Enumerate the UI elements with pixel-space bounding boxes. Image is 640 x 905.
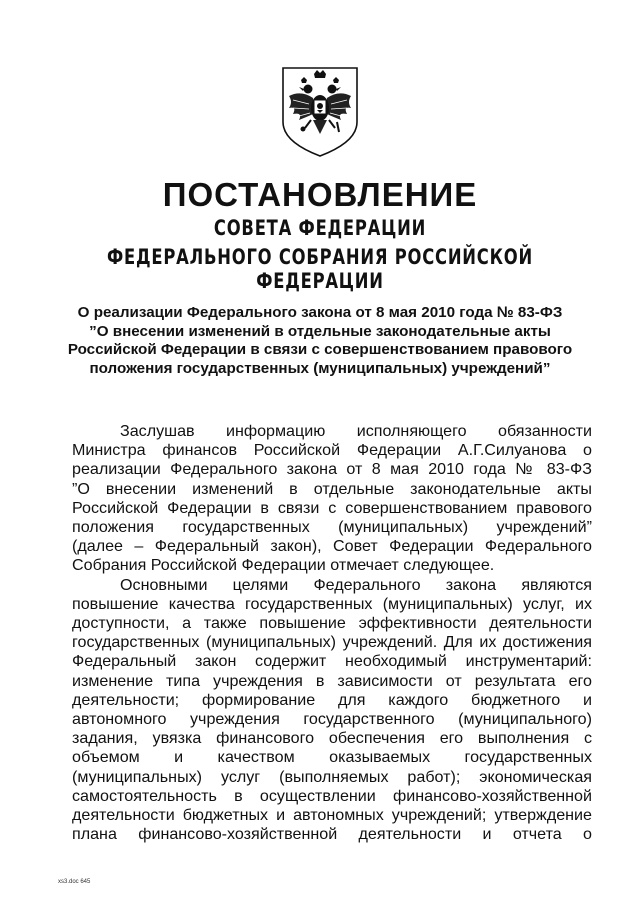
resolution-heading <box>50 304 590 378</box>
body-line: Российской Федерации в связи с совершенствованием правового <box>72 498 592 517</box>
body-line: Заслушав информацию исполняющего обязанности <box>120 422 592 440</box>
body-line: положения государственных (муниципальных) учреждений” <box>72 518 592 537</box>
resolution-body <box>72 422 592 844</box>
issuer-line-2: ФЕДЕРАЛЬНОГО СОБРАНИЯ РОССИЙСКОЙ ФЕДЕРАЦИИ <box>107 245 533 293</box>
body-line: объемом и качеством оказываемых государственных <box>72 748 592 767</box>
double-headed-eagle-icon <box>279 62 361 158</box>
body-line: самостоятельность в осуществлении финансово-хозяйственной <box>72 786 592 805</box>
body-line: автономного учреждения государственного (муниципального) <box>72 710 592 729</box>
body-line: Федеральный закон содержит необходимый инструментарий: <box>72 652 592 671</box>
body-line: Министра финансов Российской Федерации А.Г.Силуанова о <box>72 441 592 460</box>
body-line: повышение качества государственных (муниципальных) услуг, их <box>72 594 592 613</box>
body-line: Собрания Российской Федерации отмечает следующее. <box>72 556 495 575</box>
body-line: деятельности бюджетных и автономных учреждений; утверждение <box>72 806 592 825</box>
body-line: реализации Федерального закона от 8 мая 2010 года № 83-ФЗ <box>72 460 592 479</box>
heading-line: Российской Федерации в связи с совершенствованием правового <box>67 341 573 358</box>
document-title: ПОСТАНОВЛЕНИЕ <box>162 176 478 213</box>
body-line: государственных (муниципальных) учреждений. Для их достижения <box>72 633 592 652</box>
body-line: (муниципальных) услуг (выполняемых работ); экономическая <box>72 767 592 786</box>
body-line: задания, увязка финансового обеспечения его выполнения с <box>72 729 592 748</box>
body-line: ”О внесении изменений в отдельные законодательные акты <box>72 479 592 498</box>
heading-line: О реализации Федерального закона от 8 мая 2010 года № 83-ФЗ <box>77 304 563 321</box>
coat-of-arms-emblem <box>279 62 361 158</box>
issuer-line-1: СОВЕТА ФЕДЕРАЦИИ <box>213 216 427 240</box>
body-line: Основными целями Федерального закона являются <box>120 575 592 594</box>
body-line: изменение типа учреждения в зависимости от результата его <box>72 671 592 690</box>
body-line: доступности, а также повышение эффективности деятельности <box>72 614 592 633</box>
body-line: плана финансово-хозяйственной деятельности и отчета о <box>72 825 592 844</box>
heading-line: положения государственных (муниципальных) учреждений” <box>89 359 551 377</box>
file-reference-footer: xs3.doc 645 <box>58 879 91 885</box>
body-line: (далее – Федеральный закон), Совет Федерации Федерального <box>72 537 592 556</box>
body-line: деятельности; формирование для каждого бюджетного и <box>72 690 592 709</box>
heading-line: ”О внесении изменений в отдельные законодательные акты <box>89 322 551 340</box>
